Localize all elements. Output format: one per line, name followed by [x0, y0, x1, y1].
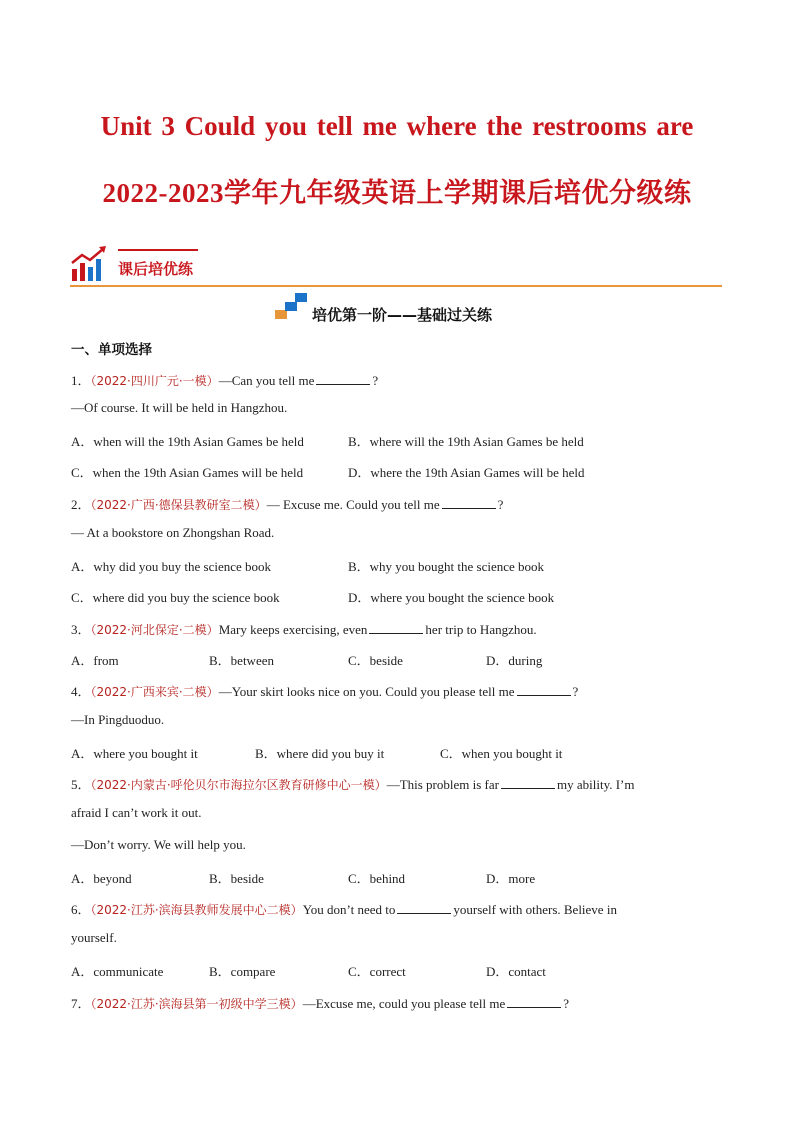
stem-text: —Your skirt looks nice on you. Could you please tell me — [218, 684, 515, 699]
question-number: 3． — [71, 622, 91, 637]
answer-option[interactable]: B．where will the 19th Asian Games be held — [348, 434, 584, 449]
question-stem — [71, 370, 378, 389]
question-text: yourself. — [71, 930, 117, 945]
stem-text: —This problem is far — [386, 777, 499, 792]
question-source: （2022·江苏·滨海县第一初级中学三模） — [90, 997, 303, 1011]
question-text: —Don’t worry. We will help you. — [71, 837, 246, 852]
answer-option[interactable]: D．where the 19th Asian Games will be held — [348, 465, 585, 480]
question-source: （2022·广西·德保县教研室二模） — [90, 498, 267, 512]
stem-text: my ability. I’m — [556, 777, 635, 792]
question-stem — [71, 899, 617, 918]
answer-blank — [507, 996, 561, 1008]
answer-option[interactable]: D．where you bought the science book — [348, 590, 555, 605]
question-number: 5． — [71, 777, 91, 792]
question-source: （2022·内蒙古·呼伦贝尔市海拉尔区教育研修中心一模） — [90, 778, 387, 792]
question-source: （2022·广西来宾·二模） — [90, 685, 219, 699]
stem-text: ? — [572, 684, 579, 699]
question-text: — At a bookstore on Zhongshan Road. — [71, 525, 275, 540]
answer-option[interactable]: A．why did you buy the science book — [71, 559, 272, 574]
stage-heading — [0, 292, 794, 326]
document-title-line2: 2022-2023学年九年级英语上学期课后培优分级练 — [102, 178, 692, 208]
section-heading: 一、单项选择 — [71, 342, 152, 358]
stem-text: ? — [563, 996, 569, 1011]
question-number: 2． — [71, 497, 91, 512]
answer-option[interactable]: B．beside — [209, 871, 264, 886]
document-title-line1: Unit 3 Could you tell me where the restrooms are — [100, 111, 694, 141]
answer-blank — [316, 373, 370, 385]
stem-text: ? — [497, 497, 504, 512]
answer-option[interactable]: C．where did you buy the science book — [71, 590, 280, 605]
stem-text: —Can you tell me — [218, 373, 315, 388]
banner-accent-line — [118, 249, 198, 251]
answer-option[interactable]: A．from — [71, 653, 119, 668]
question-stem — [71, 494, 503, 513]
question-source: （2022·江苏·滨海县教师发展中心二模） — [90, 903, 303, 917]
stem-text: her trip to Hangzhou. — [425, 622, 537, 637]
answer-option[interactable]: A．beyond — [71, 871, 132, 886]
stem-text: —Excuse me, could you please tell me — [302, 996, 506, 1011]
stage-label: 培优第一阶——基础过关练 — [312, 306, 493, 324]
stem-text: — Excuse me. Could you tell me — [266, 497, 440, 512]
question-source: （2022·四川广元·一模） — [90, 374, 219, 388]
question-source: （2022·河北保定·二模） — [90, 623, 219, 637]
stem-text: ? — [372, 373, 379, 388]
question-number: 7． — [71, 996, 91, 1011]
question-number: 1． — [71, 373, 91, 388]
answer-blank — [369, 622, 423, 634]
question-text: afraid I can’t work it out. — [71, 805, 202, 820]
answer-option[interactable]: D．during — [486, 653, 543, 668]
question-stem — [71, 774, 635, 793]
answer-option[interactable]: C．correct — [348, 964, 406, 979]
answer-option[interactable]: A．communicate — [71, 964, 164, 979]
banner-label: 课后培优练 — [118, 260, 194, 278]
answer-option[interactable]: D．more — [486, 871, 536, 886]
growth-chart-icon — [70, 243, 110, 283]
answer-option[interactable]: D．contact — [486, 964, 546, 979]
question-text: —In Pingduoduo. — [71, 712, 165, 727]
question-number: 4． — [71, 684, 91, 699]
answer-blank — [442, 497, 496, 509]
steps-icon — [275, 292, 309, 320]
answer-option[interactable]: C．beside — [348, 653, 403, 668]
answer-blank — [501, 777, 555, 789]
answer-option[interactable]: C．when you bought it — [440, 746, 563, 761]
answer-blank — [397, 902, 451, 914]
answer-option[interactable]: C．when the 19th Asian Games will be held — [71, 465, 304, 480]
banner-divider — [70, 285, 722, 287]
answer-option[interactable]: A．where you bought it — [71, 746, 198, 761]
stem-text: Mary keeps exercising, even — [218, 622, 368, 637]
answer-option[interactable]: A．when will the 19th Asian Games be held — [71, 434, 304, 449]
answer-option[interactable]: B．compare — [209, 964, 276, 979]
answer-option[interactable]: B．why you bought the science book — [348, 559, 545, 574]
stem-text: You don’t need to — [302, 902, 396, 917]
answer-blank — [517, 684, 571, 696]
answer-option[interactable]: B．where did you buy it — [255, 746, 385, 761]
question-text: —Of course. It will be held in Hangzhou. — [71, 400, 288, 415]
section-banner — [70, 243, 722, 289]
question-number: 6． — [71, 902, 91, 917]
answer-option[interactable]: C．behind — [348, 871, 406, 886]
question-stem — [71, 993, 569, 1012]
answer-option[interactable]: B．between — [209, 653, 274, 668]
question-stem — [71, 619, 537, 638]
question-stem — [71, 681, 578, 700]
stem-text: yourself with others. Believe in — [453, 902, 617, 917]
